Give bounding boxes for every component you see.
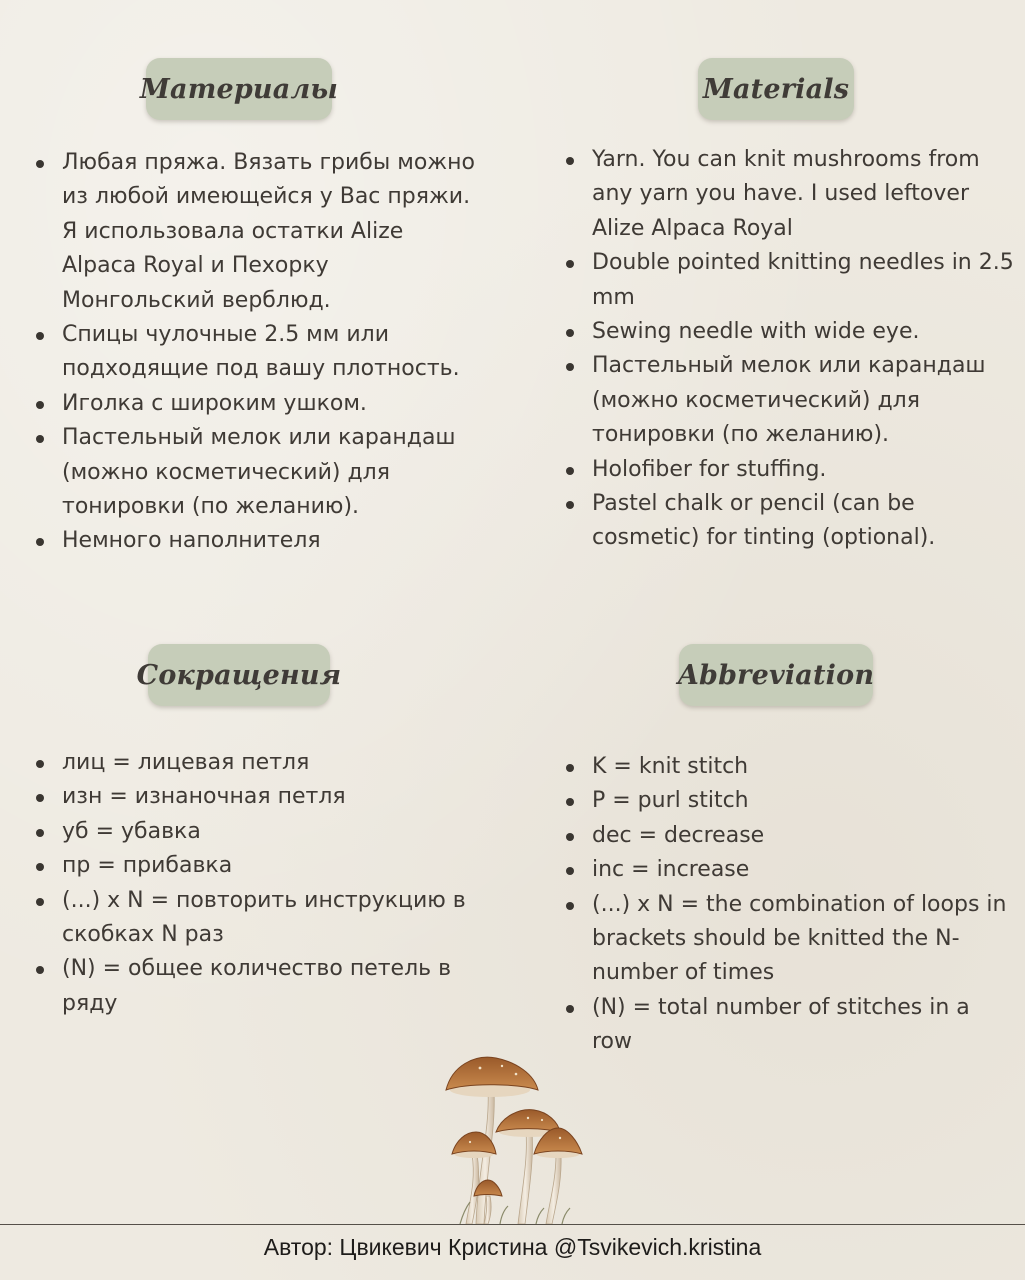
abbr-ru-list [34,746,484,1021]
list-item: лиц = лицевая петля [34,746,484,780]
list-item: (N) = total number of stitches in a row [564,991,1012,1060]
list-item: пр = прибавка [34,849,484,883]
abbr-en-list [564,750,1012,1060]
list-item: Double pointed knitting needles in 2.5 mm [564,246,1014,315]
heading-abbr-en: Abbreviation [679,644,873,706]
list-item: Любая пряжа. Вязать грибы можно из любой имеющейся у Вас пряжи. Я использовала остатки Alize Alpaca Royal и Пехорку Монгольский верблюд. [34,146,484,318]
heading-abbr-ru: Сокращения [148,644,330,706]
materials-en-list [564,143,1014,556]
list-item: Спицы чулочные 2.5 мм или подходящие под вашу плотность. [34,318,484,387]
list-item: изн = изнаночная петля [34,780,484,814]
heading-materials-en: Materials [698,58,854,120]
list-item: K = knit stitch [564,750,1012,784]
list-item: Pastel chalk or pencil (can be cosmetic) for tinting (optional). [564,487,1014,556]
footer-divider [0,1224,1025,1225]
list-item: (...) x N = повторить инструкцию в скобках N раз [34,884,484,953]
list-item: dec = decrease [564,819,1012,853]
list-item: Yarn. You can knit mushrooms from any yarn you have. I used leftover Alize Alpaca Royal [564,143,1014,246]
list-item: Немного наполнителя [34,524,484,558]
list-item: Иголка с широким ушком. [34,387,484,421]
mushrooms-illustration [430,1050,600,1226]
footer-author: Автор: Цвикевич Кристина @Tsvikevich.kristina [263,1234,762,1260]
heading-materials-ru: Материалы [146,58,332,120]
list-item: Пастельный мелок или карандаш (можно косметический) для тонировки (по желанию). [34,421,484,524]
list-item: (N) = общее количество петель в ряду [34,952,484,1021]
list-item: Holofiber for stuffing. [564,453,1014,487]
list-item: P = purl stitch [564,784,1012,818]
materials-ru-list [34,146,484,559]
list-item: уб = убавка [34,815,484,849]
list-item: Пастельный мелок или карандаш (можно косметический) для тонировки (по желанию). [564,349,1014,452]
list-item: Sewing needle with wide eye. [564,315,1014,349]
list-item: (...) x N = the combination of loops in brackets should be knitted the N-number of times [564,888,1012,991]
list-item: inc = increase [564,853,1012,887]
